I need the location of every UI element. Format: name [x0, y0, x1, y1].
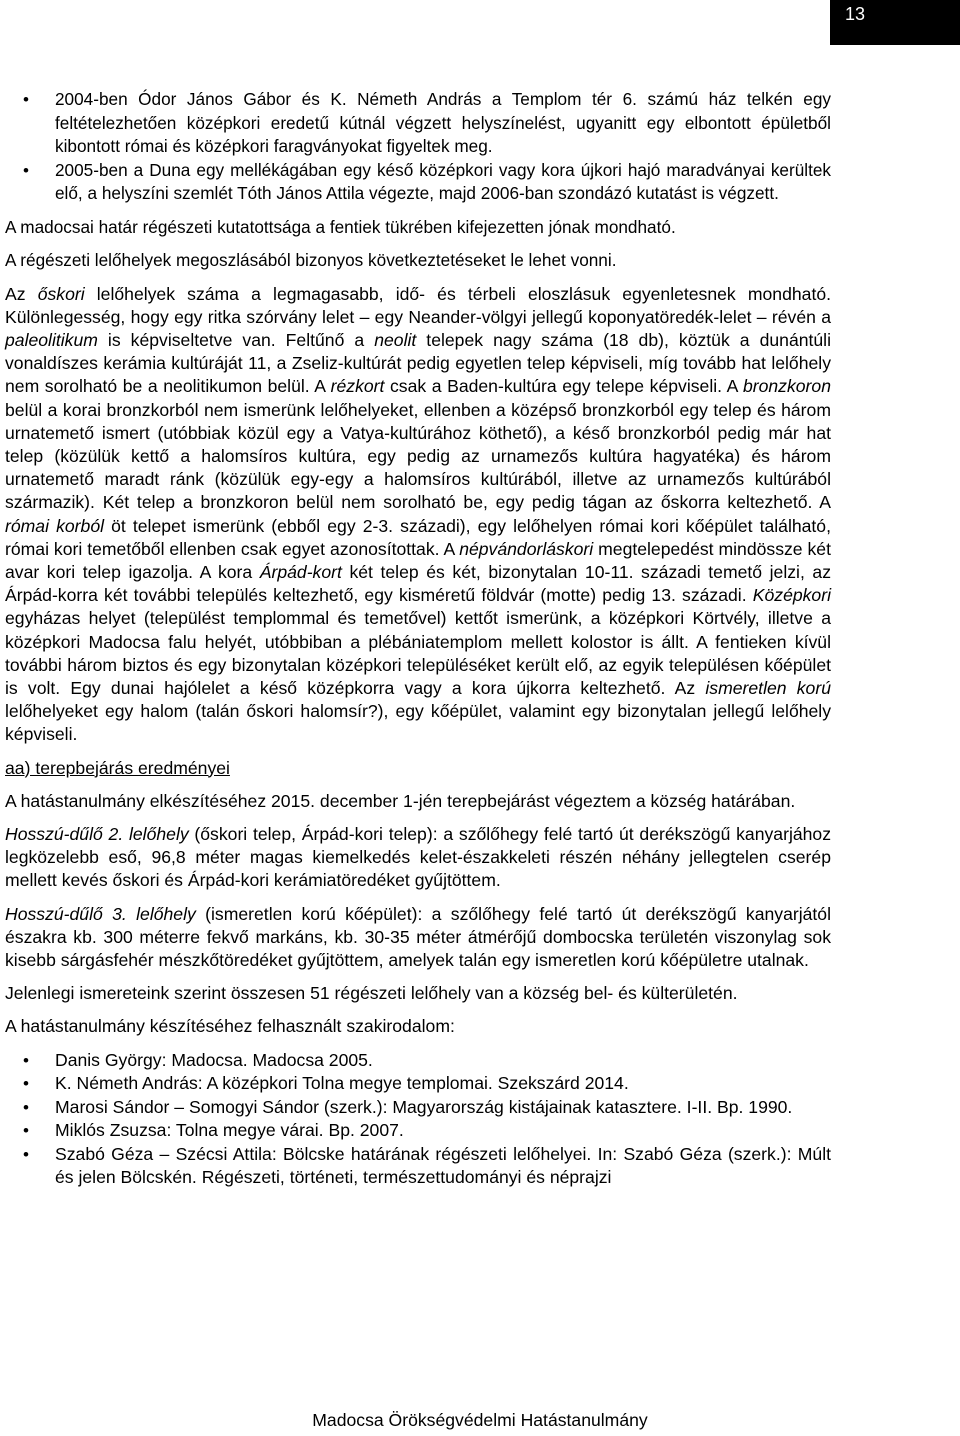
- document-body: [5, 88, 831, 1200]
- paragraph-summary: Jelenlegi ismereteink szerint összesen 51 régészeti lelőhely van a község bel- és külterületén.: [5, 983, 738, 1004]
- literature-intro: A hatástanulmány készítéséhez felhasznált szakirodalom:: [5, 1016, 455, 1037]
- page-footer: [0, 1410, 960, 1431]
- paragraph-research-status: A madocsai határ régészeti kutatottsága a fentiek tükrében kifejezetten jónak mondható.: [5, 216, 676, 237]
- survey-history-list: [5, 88, 831, 206]
- list-item: • Miklós Zsuzsa: Tolna megye várai. Bp. 2007.: [5, 1119, 831, 1143]
- section-heading: aa) terepbejárás eredményei: [5, 757, 230, 778]
- list-item: • 2004-ben Ódor János Gábor és K. Németh András a Templom tér 6. számú ház telkén egy feltételezhetően középkori eredetű kútnál végzett helyszínelést, ugyanitt egy elbontott épületből kibontott római és középkori faragványokat figyeltek meg.: [5, 88, 831, 159]
- footer-title: Madocsa Örökségvédelmi Hatástanulmány: [312, 1410, 648, 1430]
- site-name: Hosszú-dűlő 3. lelőhely: [5, 903, 196, 924]
- list-item: • Szabó Géza – Szécsi Attila: Bölcske határának régészeti lelőhelyei. In: Szabó Géza (szerk.): Múlt és jelen Bölcskén. Régészeti, történeti, természettudományi és néprajzi: [5, 1143, 831, 1190]
- paragraph-field-survey: A hatástanulmány elkészítéséhez 2015. december 1-jén terepbejárást végeztem a község határában.: [5, 790, 796, 811]
- list-item: • Marosi Sándor – Somogyi Sándor (szerk.): Magyarország kistájainak katasztere. I-II. Bp. 1990.: [5, 1096, 831, 1120]
- paragraph-site-distribution: A régészeti lelőhelyek megoszlásából bizonyos következtetéseket le lehet vonni.: [5, 250, 617, 270]
- list-item: • Danis György: Madocsa. Madocsa 2005.: [5, 1049, 831, 1073]
- paragraph-site-2: Hosszú-dűlő 2. lelőhely (őskori telep, Árpád-kori telep): a szőlőhegy felé tartó út derékszögű kanyarjához legközelebb eső, 96,8 méter magas kiemelkedés kelet-északkeleti részén néhány jellegtelen cserép mellett kevés őskori és Árpád-kori kerámiatöredéket gyűjtöttem.: [5, 823, 831, 891]
- site-name: Hosszú-dűlő 2. lelőhely: [5, 823, 189, 844]
- paragraph-periods: Az őskori lelőhelyek száma a legmagasabb, idő- és térbeli eloszlásuk egyenletesnek mondható. Különlegesség, hogy egy ritka szórvány lelet – egy Neander-völgyi jellegű koponyatöredék-lelet – révén a paleolitikum is képviseltetve van. Feltűnő a neolit telepek nagy száma (18 db), köztük a dunántúli vonaldíszes kerámia kultúráját 11, a Zseliz-kultúrát pedig egyetlen telep képviseli, míg tovább hat lelőhely nem sorolható be a neolitikumon belül. A rézkort csak a Baden-kultúra egy telepe képviseli. A bronzkoron belül a korai bronzkorból nem ismerünk lelőhelyeket, ellenben a középső bronzkorból egy telep és három urnatemető ismert (utóbbiak közül egy a Vatya-kultúrához köthető), a késő bronzkorból pedig már hat telep (közülük kettő a halomsíros kultúra, egy pedig az urnamezős kultúra hagyatéka) és három urnatemető maradt ránk (közülük egy-egy a halomsíros kultúrából, illetve az urnamezős kultúrából származik). Két telep a bronzkoron belül nem sorolható be, egy pedig tágan az őskorra keltezhető. A római korból öt telepet ismerünk (ebből egy 2-3. századi), egy lelőhelyen római kori kőépület található, római kori temetőből ellenben csak egyet azonosítottak. A népvándorláskori megtelepedést mindössze két avar kori telep igazolja. A kora Árpád-kort két telep és két, bizonytalan 10-11. századi temető jelzi, az Árpád-korra két további település keltezhető, egy kisméretű földvár (motte) pedig 13. századi. Középkori egyházas helyet (települést templommal és temetővel) kettőt ismerünk, a középkori Körtvély, illetve a középkori Madocsa falu helyét, utóbbiban a plébániatemplom mellett kolostor is állt. A fentieken kívül további három biztos és egy bizonytalan középkori településéket került elő, az egyik településen kőépület is volt. Egy dunai hajólelet a késő középkorra vagy a kora újkorra keltezhető. Az ismeretlen korú lelőhelyeket egy halom (talán őskori halomsír?), egy kőépület, valamint egy bizonytalan jellegű lelőhely képviseli.: [5, 283, 832, 745]
- page-number-badge: [830, 0, 960, 45]
- list-item: • K. Németh András: A középkori Tolna megye templomai. Szekszárd 2014.: [5, 1072, 831, 1096]
- paragraph-site-3: Hosszú-dűlő 3. lelőhely (ismeretlen korú kőépület): a szőlőhegy felé tartó út derékszögű kanyarjától északra kb. 300 méterre fekvő markáns, kb. 30-35 méter átmérőjű dombocska területén viszonylag sok kisebb sárgásfehér mészkőtöredéket gyűjtöttem, amelyek talán egy ismeretlen korú kőépületre utalnak.: [5, 903, 831, 970]
- page-number: 13: [845, 4, 866, 24]
- literature-list: [5, 1049, 831, 1190]
- list-item: • 2005-ben a Duna egy mellékágában egy késő középkori vagy kora újkori hajó maradványai kerültek elő, a helyszíni szemlét Tóth János Attila végezte, majd 2006-ban szondázó kutatást is végzett.: [5, 159, 831, 206]
